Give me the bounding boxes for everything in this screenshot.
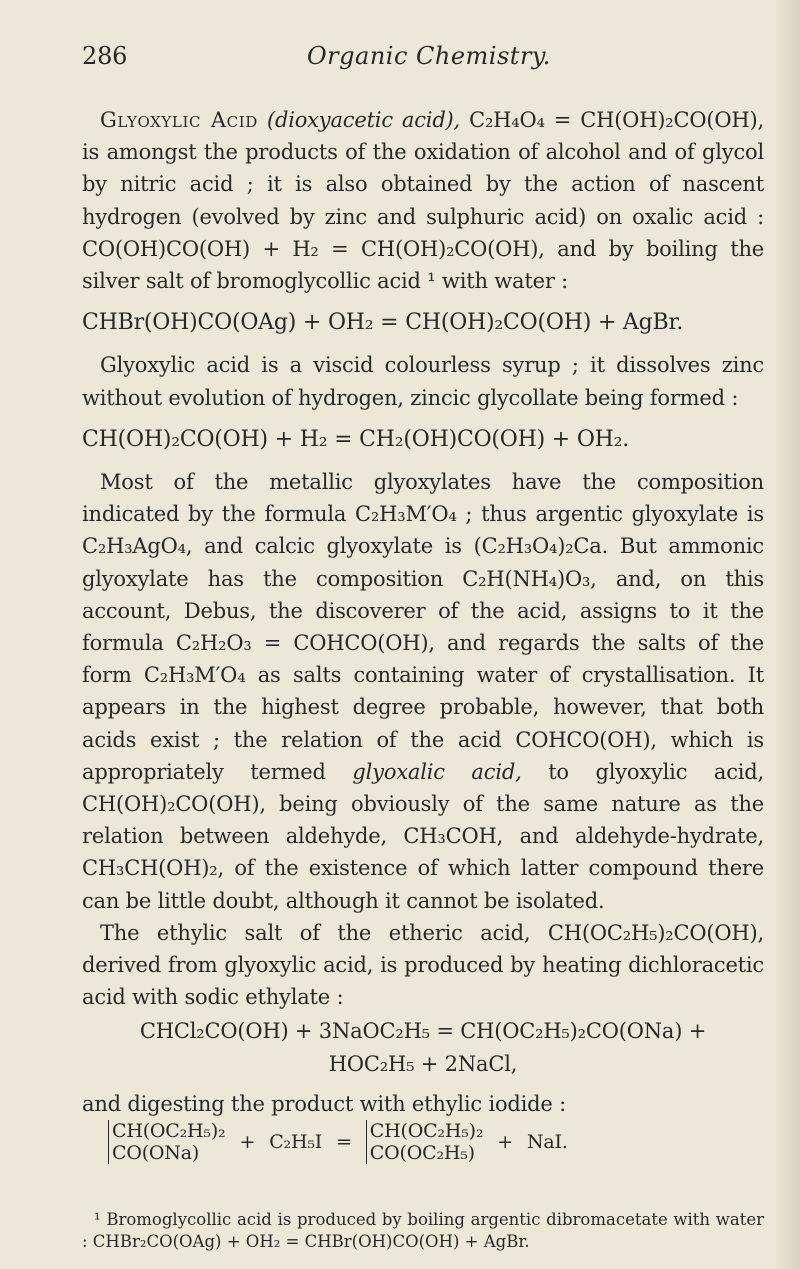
page-edge-shadow: [776, 0, 800, 1269]
term-glyoxalic-acid: glyoxalic acid,: [352, 759, 522, 784]
paragraph-ethylic-salt: The ethylic salt of the etheric acid, CH(OC₂H₅)₂CO(OH), derived from glyoxylic acid, is produced by heating dichloracetic acid with sodic ethylate :: [82, 920, 764, 1010]
equation-ethylic-iodide: [108, 1120, 764, 1164]
brace-group-right: [366, 1120, 483, 1164]
equation-silver-salt: CHBr(OH)CO(OAg) + OH₂ = CH(OH)₂CO(OH) + AgBr.: [82, 310, 684, 336]
running-title: Organic Chemistry.: [307, 42, 551, 70]
running-header: [82, 40, 764, 80]
equation-zinc: CH(OH)₂CO(OH) + H₂ = CH₂(OH)CO(OH) + OH₂.: [82, 426, 630, 452]
equals-sign: =: [336, 1131, 352, 1154]
paragraph-text: to glyoxylic acid, CH(OH)₂CO(OH), being obviously of the same nature as the relation between aldehyde, CH₃COH, and aldehyde-hydrate, CH₃CH(OH)₂, of the existence of which latter compound there can be little doubt, although it cannot be isolated.: [82, 759, 764, 913]
paragraph-glyoxylates: [82, 466, 764, 917]
footnote-marker: ¹: [94, 1210, 101, 1229]
plus-sign: +: [497, 1131, 513, 1154]
brace-group-left: [108, 1120, 225, 1164]
section-heading: Glyoxylic Acid: [100, 108, 258, 132]
paragraph-text: C₂H₄O₄ = CH(OH)₂CO(OH), is amongst the products of the oxidation of alcohol and of glycol by nitric acid ; it is also obtained by the action of nascent hydrogen (evolved by zinc and sulphuric acid) on oxalic acid : CO(OH)CO(OH) + H₂ = CH(OH)₂CO(OH), and by boiling the silver salt of bromoglycollic acid ¹ with water :: [82, 108, 764, 294]
formula-part: CH(OC₂H₅)₂: [112, 1120, 226, 1143]
paragraph-digesting: and digesting the product with ethylic iodide :: [82, 1091, 566, 1116]
formula-part: CO(OC₂H₅): [369, 1142, 475, 1165]
alternate-name: (dioxyacetic acid),: [266, 108, 461, 132]
equation-line: CHCl₂CO(OH) + 3NaOC₂H₅ = CH(OC₂H₅)₂CO(ONa) +: [139, 1019, 707, 1044]
paragraph-text: Most of the metallic glyoxylates have the composition indicated by the formula C₂H₃M′O₄ ; thus argentic glyoxylate is C₂H₃AgO₄, and calcic glyoxylate is (C₂H₃O₄)₂Ca. But ammonic glyoxylate has the composition C₂H(NH₄)O₃, and, on this account, Debus, the discoverer of the acid, assigns to it the formula C₂H₂O₃ = COHCO(OH), and regards the salts of the form C₂H₃M′O₄ as salts containing water of crystallisation. It appears in the highest degree probable, however, that both acids exist ; the relation of the acid COHCO(OH), which is appropriately termed: [82, 470, 764, 784]
equation-line: HOC₂H₅ + 2NaCl,: [328, 1051, 518, 1076]
footnote: [82, 1209, 764, 1252]
plus-sign: +: [239, 1131, 256, 1154]
footnote-text: Bromoglycollic acid is produced by boiling argentic dibromacetate with water : CHBr₂CO(OAg) + OH₂ = CHBr(OH)CO(OH) + AgBr.: [82, 1210, 764, 1251]
paragraph-glyoxylic-acid: [82, 104, 764, 297]
formula-part: CH(OC₂H₅)₂: [369, 1120, 484, 1143]
page-body: [82, 40, 764, 1168]
page-number: 286: [82, 42, 128, 70]
equation-sodic-ethylate: [82, 1015, 764, 1079]
formula-part: NaI.: [527, 1131, 568, 1154]
formula-part: CO(ONa): [112, 1142, 200, 1165]
formula-part: C₂H₅I: [269, 1131, 323, 1154]
paragraph-syrup: Glyoxylic acid is a viscid colourless syrup ; it dissolves zinc without evolution of hydrogen, zincic glycollate being formed :: [82, 353, 764, 410]
